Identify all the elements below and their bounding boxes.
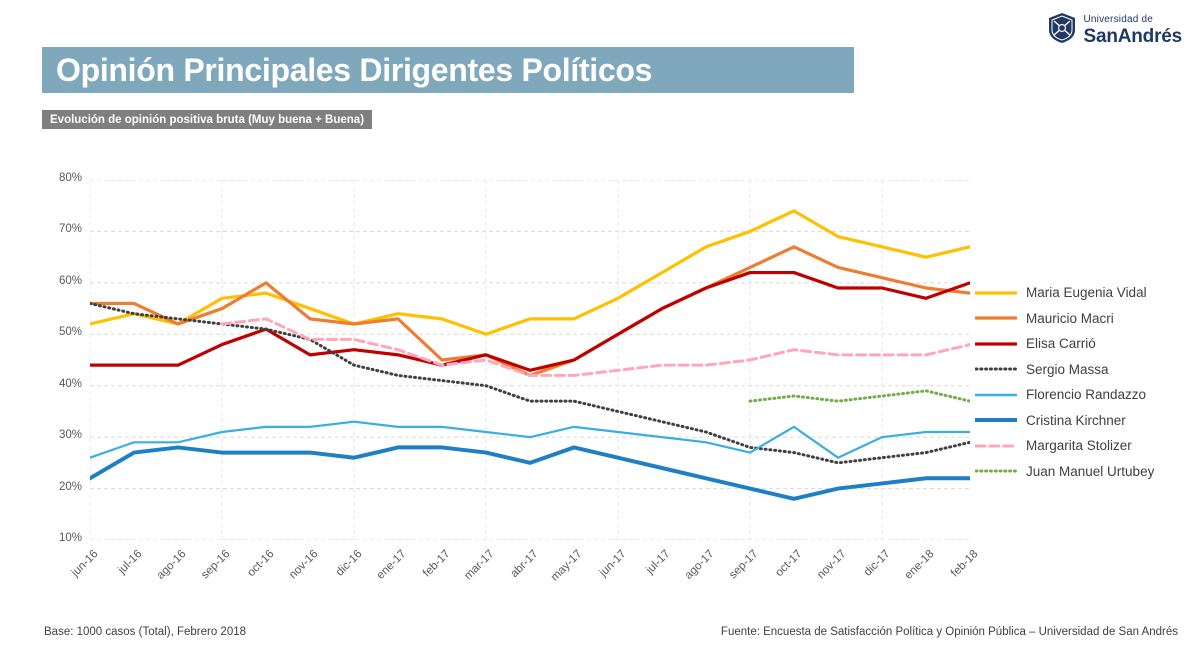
chart-legend	[975, 280, 1190, 484]
footer-source-note: Fuente: Encuesta de Satisfacción Política y Opinión Pública – Universidad de San Andrés	[720, 626, 1178, 638]
chart-plot-area	[90, 180, 970, 540]
legend-key-line-icon	[975, 338, 1017, 350]
legend-item[interactable]	[975, 408, 1190, 434]
x-axis-tick-label: jun-16	[69, 548, 101, 580]
legend-key-line-icon	[975, 312, 1017, 324]
y-axis-tick-label: 80%	[58, 172, 82, 184]
legend-item[interactable]	[975, 306, 1190, 332]
x-axis-tick-label: nov-17	[815, 548, 849, 582]
shield-icon	[1049, 13, 1075, 43]
x-axis-tick-label: feb-18	[948, 548, 981, 580]
legend-item-label: Florencio Randazzo	[1026, 387, 1147, 403]
legend-key-line-icon	[975, 389, 1017, 401]
x-axis-tick-label: dic-16	[333, 548, 365, 579]
legend-item[interactable]	[975, 459, 1190, 485]
legend-item-label: Juan Manuel Urtubey	[1026, 463, 1155, 479]
chart-svg	[90, 180, 970, 540]
legend-item-label: Sergio Massa	[1026, 361, 1109, 377]
legend-item[interactable]	[975, 331, 1190, 357]
legend-item-label: Mauricio Macri	[1026, 310, 1114, 326]
legend-item-label: Margarita Stolizer	[1026, 438, 1132, 454]
legend-key-line-icon	[975, 363, 1017, 375]
x-axis-tick-label: nov-16	[287, 548, 321, 582]
x-axis-tick-label: may-17	[548, 548, 585, 584]
x-axis-tick-label: sep-17	[727, 548, 761, 582]
x-axis-tick-label: oct-16	[245, 548, 277, 580]
legend-key-line-icon	[975, 440, 1017, 452]
y-axis-tick-label: 60%	[58, 274, 82, 287]
x-axis-tick-label: feb-17	[420, 548, 453, 580]
page-title-band	[42, 47, 854, 93]
y-axis-tick-label: 30%	[58, 429, 82, 442]
legend-item[interactable]	[975, 280, 1190, 306]
page-subtitle-band	[42, 110, 372, 129]
y-axis-tick-label: 20%	[58, 480, 82, 493]
legend-item-label: Maria Eugenia Vidal	[1026, 285, 1147, 301]
x-axis-tick-label: sep-16	[199, 548, 233, 582]
page-subtitle: Evolución de opinión positiva bruta (Muy buena + Buena)	[50, 113, 365, 126]
legend-key-line-icon	[975, 287, 1017, 299]
legend-item-label: Elisa Carrió	[1026, 336, 1096, 352]
university-logo	[1049, 10, 1182, 47]
y-axis-tick-label: 50%	[58, 326, 82, 339]
y-axis-tick-label: 10%	[58, 532, 82, 544]
legend-key-line-icon	[975, 414, 1017, 426]
x-axis-tick-label: mar-17	[462, 548, 497, 583]
x-axis-tick-label: jul-16	[116, 548, 145, 577]
x-axis-tick-label: dic-17	[861, 548, 893, 579]
logo-line-1: Universidad de	[1083, 14, 1153, 25]
legend-item[interactable]	[975, 433, 1190, 459]
x-axis-tick-label: ago-16	[154, 548, 189, 582]
x-axis-tick-label: ene-18	[902, 548, 937, 582]
legend-key-line-icon	[975, 465, 1017, 477]
x-axis-tick-label: abr-17	[508, 548, 541, 580]
footer-base-note: Base: 1000 casos (Total), Febrero 2018	[44, 626, 247, 638]
y-axis-tick-label: 40%	[58, 377, 82, 390]
x-axis-tick-label: ene-17	[374, 548, 409, 582]
logo-line-2: SanAndrés	[1083, 25, 1182, 47]
page-title: Opinión Principales Dirigentes Políticos	[56, 51, 653, 88]
series-line-7	[750, 391, 970, 401]
legend-item-label: Cristina Kirchner	[1026, 412, 1126, 428]
x-axis-tick-label: jun-17	[597, 548, 629, 580]
logo-wordmark	[1083, 10, 1182, 47]
x-axis-tick-label: ago-17	[682, 548, 717, 582]
x-axis-tick-label: oct-17	[773, 548, 805, 580]
y-axis-tick-label: 70%	[58, 223, 82, 236]
x-axis-tick-label: jul-17	[644, 548, 673, 577]
legend-item[interactable]	[975, 382, 1190, 408]
legend-item[interactable]	[975, 357, 1190, 383]
